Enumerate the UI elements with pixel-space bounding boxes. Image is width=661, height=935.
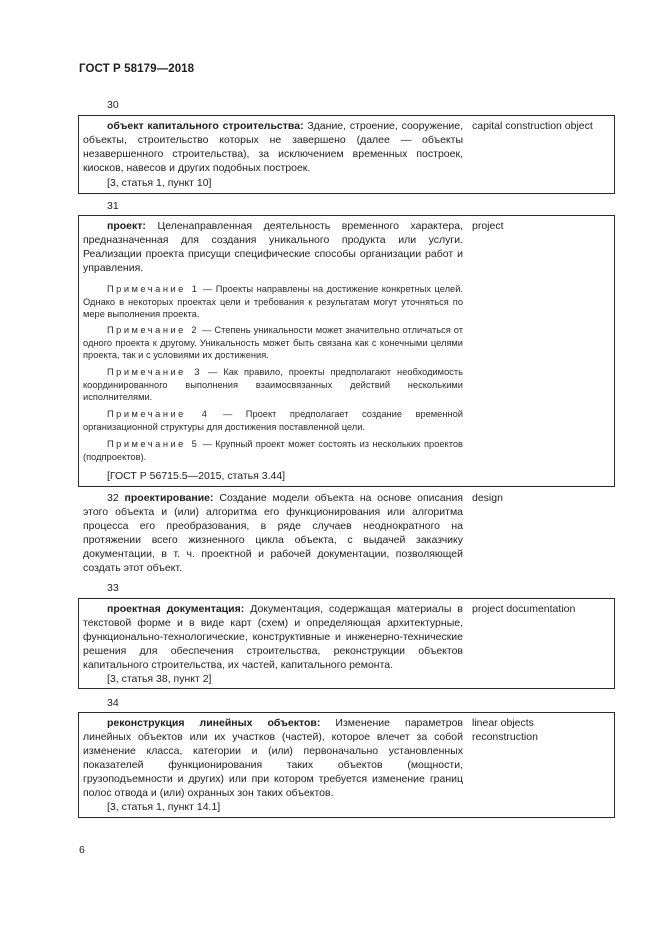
entry-number-32: 32 [107, 492, 119, 504]
note-1 [83, 283, 463, 321]
entry-30-definition [83, 119, 463, 175]
definition-text: Изменение параметров линейных объектов или их участков (частей), которое влечет за собой изменение класса, категории и (или) первоначально установленных показателей функционирования таких объектов (мощности, грузоподъемности и других) или при котором требуется изменение границ полос отвода и (или) охранных зон таких объектов. [83, 717, 463, 799]
note-text: — Как правило, проекты предполагают необходимость координированного выполнения взаимосвязанных действий несколькими исполнителями. [83, 367, 463, 403]
note-text: — Проект предполагает создание временной организационной структуры для достижения поставленной цели. [83, 409, 463, 432]
entry-30-english: capital construction object [472, 120, 593, 132]
note-3 [83, 366, 463, 404]
note-label: Примечание 5 [107, 439, 200, 449]
note-2 [83, 324, 463, 362]
entry-number-31: 31 [107, 200, 119, 212]
note-5 [83, 438, 463, 463]
entry-32-definition [83, 491, 463, 575]
note-label: Примечание 4 [107, 409, 210, 419]
entry-30-source: [3, статья 1, пункт 10] [107, 177, 212, 189]
entry-34-english: linear objects reconstruction [472, 717, 538, 743]
term-label: реконструкция линейных объектов: [107, 717, 321, 729]
page-number: 6 [79, 844, 85, 856]
entry-33-definition [83, 602, 463, 672]
term-label: проект: [107, 220, 146, 232]
entry-number-30: 30 [107, 99, 119, 111]
term-label: проектирование: [124, 492, 214, 504]
entry-31-source: [ГОСТ Р 56715.5—2015, статья 3.44] [107, 470, 286, 482]
entry-number-33: 33 [107, 582, 119, 594]
term-label: проектная документация: [107, 603, 245, 615]
term-label: объект капитального строительства: [107, 120, 304, 132]
note-text: — Проекты направлены на достижение конкретных целей. Однако в некоторых проектах цели и требования к результатам могут уточняться по мере выполнения проекта. [83, 284, 463, 320]
note-text: — Крупный проект может состоять из нескольких проектов (подпроектов). [83, 439, 463, 462]
entry-34-source: [3, статья 1, пункт 14.1] [107, 801, 221, 813]
note-label: Примечание 2 [107, 325, 200, 335]
note-label: Примечание 1 [107, 284, 200, 294]
entry-32-english: design [472, 492, 503, 504]
definition-text: Создание модели объекта на основе описания этого объекта и (или) алгоритма его функционирования или алгоритма процесса его преобразования, в ряде случаев неоднократного на протяжении всего жизненного цикла объекта, с выдачей заказчику документации, в т. ч. проектной и рабочей документации, позволяющей создать этот объект. [83, 492, 463, 574]
entry-number-34: 34 [107, 697, 119, 709]
document-header: ГОСТ Р 58179—2018 [79, 63, 195, 75]
definition-text: Документация, содержащая материалы в текстовой форме и в виде карт (схем) и определяющая архитектурные, функционально-технологические, конструктивные и инженерно-технические решения для обеспечения строительства, реконструкции объектов капитального строительства, их частей, капитального ремонта. [83, 603, 464, 671]
entry-33-source: [3, статья 38, пункт 2] [107, 673, 212, 685]
definition-text: Целенаправленная деятельность временного характера, предназначенная для создания уникального продукта или услуги. Реализации проекта присущи специфические способы организации работ и управления. [83, 220, 463, 274]
entry-31-definition [83, 219, 463, 275]
note-4 [83, 408, 463, 433]
definition-text: Здание, строение, сооружение, объекты, строительство которых не завершено (далее — объекты незавершенного строительства), за исключением временных построек, киосков, навесов и других подобных построек. [83, 120, 463, 174]
entry-34-definition [83, 716, 463, 800]
entry-31-english: project [472, 220, 504, 232]
note-label: Примечание 3 [107, 367, 202, 377]
note-text: — Степень уникальности может значительно отличаться от одного проекта к другому. Уникальность может быть связана как с конечными целями проекта, так и с условиями их достижения. [83, 325, 463, 361]
entry-33-english: project documentation [472, 603, 576, 615]
